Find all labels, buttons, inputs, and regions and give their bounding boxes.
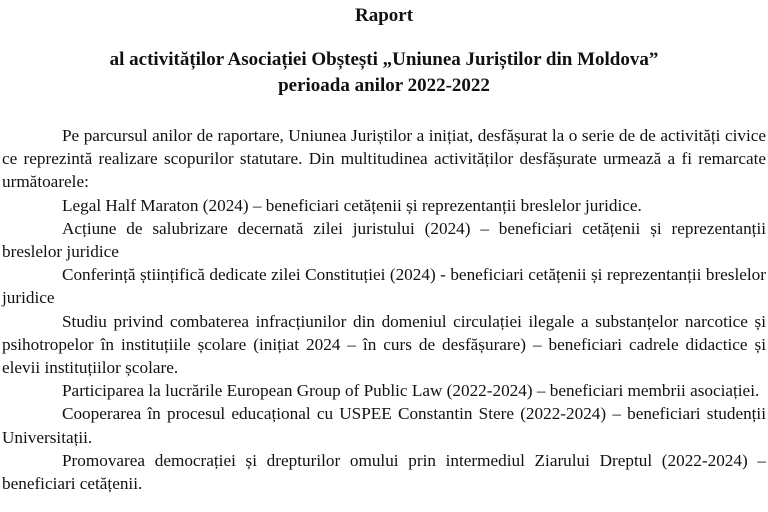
intro-paragraph: Pe parcursul anilor de raportare, Uniunea Juriștilor a inițiat, desfășurat la o serie de de activități civice ce reprezintă realizare scopurilor statutare. Din multitudinea activităților desfășurate urmează a fi remarcate următoarele: xyxy=(2,126,766,192)
report-subtitle: al activităților Asociației Obștești „Uniunea Juriștilor din Moldova” xyxy=(109,49,659,70)
activity-item: Conferință științifică dedicate zilei Constituției (2024) - beneficiari cetățenii și reprezentanții breslelor juridice xyxy=(2,265,766,308)
activity-item: Studiu privind combaterea infracțiunilor din domeniul circulației ilegale a substanțelor narcotice și psihotropelor în instituțiile școlare (inițiat 2024 – în curs de desfășurare) – beneficiari cadrele didactice și elevii instituțiilor școlare. xyxy=(2,311,766,378)
report-period: perioada anilor 2022-2022 xyxy=(278,75,490,96)
report-body xyxy=(2,124,766,495)
activity-item: Participarea la lucrările European Group of Public Law (2022-2024) – beneficiari membrii asociației. xyxy=(62,381,760,401)
activity-item: Acțiune de salubrizare decernată zilei juristului (2024) – beneficiari cetățenii și reprezentanții breslelor juridice xyxy=(2,218,766,262)
activity-item: Cooperarea în procesul educațional cu USPEE Constantin Stere (2022-2024) – beneficiari studenții Universitații. xyxy=(2,404,766,447)
report-title: Raport xyxy=(354,5,414,26)
activity-item: Promovarea democrației și drepturilor omului prin intermediul Ziarului Dreptul (2022-2024) – beneficiari cetățenii. xyxy=(2,450,766,494)
activity-item: Legal Half Maraton (2024) – beneficiari cetățenii și reprezentanții breslelor juridice. xyxy=(62,195,642,215)
